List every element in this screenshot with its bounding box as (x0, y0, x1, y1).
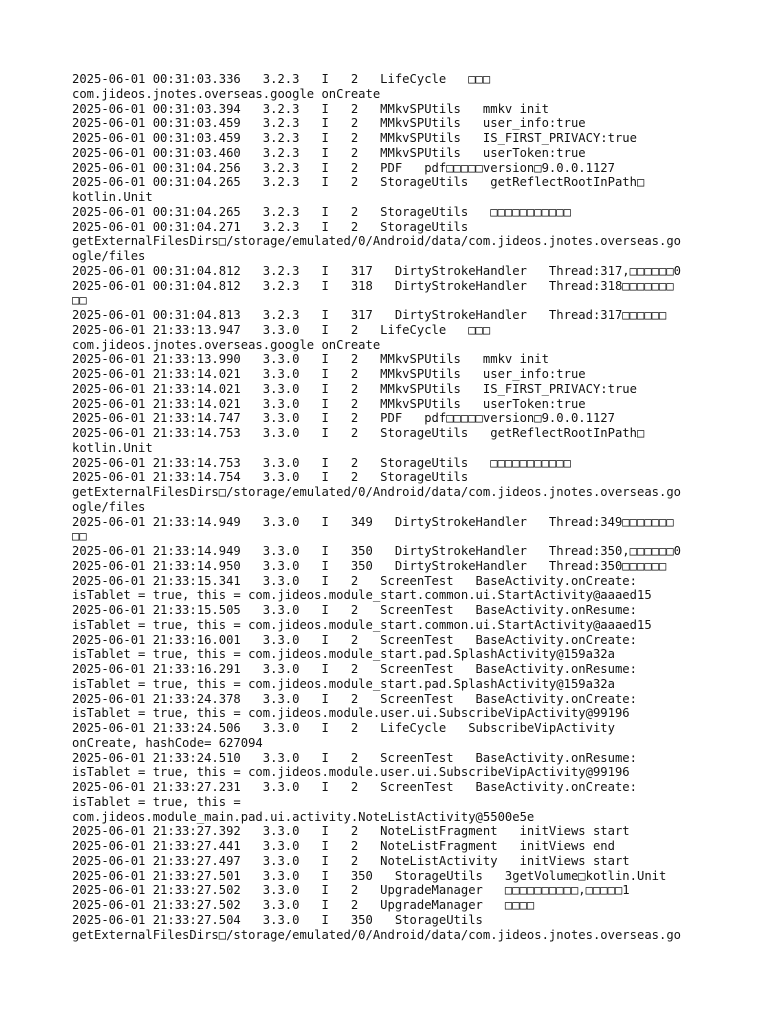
log-line: 2025-06-01 00:31:04.265 3.2.3 I 2 StorageUtils getReflectRootInPath□ (72, 175, 645, 190)
log-line: 2025-06-01 21:33:27.392 3.3.0 I 2 NoteListFragment initViews start (72, 824, 630, 839)
log-line: kotlin.Unit (72, 190, 153, 204)
log-line: 2025-06-01 21:33:16.001 3.3.0 I 2 ScreenTest BaseActivity.onCreate: (72, 632, 637, 647)
log-line: 2025-06-01 21:33:27.231 3.3.0 I 2 ScreenTest BaseActivity.onCreate: (72, 780, 637, 794)
log-line: 2025-06-01 21:33:14.949 3.3.0 I 349 DirtyStrokeHandler Thread:349□□□□□□□ (72, 514, 674, 529)
log-line: 2025-06-01 00:31:04.265 3.2.3 I 2 StorageUtils □□□□□□□□□□□ (72, 204, 571, 219)
log-line: 2025-06-01 21:33:24.378 3.3.0 I 2 ScreenTest BaseActivity.onCreate: (72, 691, 637, 706)
log-line: 2025-06-01 21:33:24.506 3.3.0 I 2 LifeCycle SubscribeVipActivity (72, 721, 615, 735)
log-line: 2025-06-01 21:33:14.021 3.3.0 I 2 MMkvSPUtils userToken:true (72, 396, 586, 411)
log-line: 2025-06-01 21:33:15.341 3.3.0 I 2 ScreenTest BaseActivity.onCreate: (72, 573, 637, 588)
log-line: 2025-06-01 00:31:03.460 3.2.3 I 2 MMkvSPUtils userToken:true (72, 145, 586, 160)
log-line: 2025-06-01 21:33:27.504 3.3.0 I 350 StorageUtils (72, 912, 483, 927)
log-line: 2025-06-01 00:31:04.812 3.2.3 I 318 DirtyStrokeHandler Thread:318□□□□□□□ (72, 278, 674, 293)
log-line: 2025-06-01 21:33:16.291 3.3.0 I 2 ScreenTest BaseActivity.onResume: (72, 662, 637, 676)
log-text-block (72, 72, 768, 942)
log-line: 2025-06-01 21:33:27.501 3.3.0 I 350 StorageUtils 3getVolume□kotlin.Unit (72, 868, 667, 883)
log-line: □□ (72, 293, 87, 308)
log-line: 2025-06-01 21:33:27.497 3.3.0 I 2 NoteListActivity initViews start (72, 853, 630, 868)
log-line: onCreate, hashCode= 627094 (72, 735, 263, 750)
log-line: 2025-06-01 00:31:03.459 3.2.3 I 2 MMkvSPUtils user_info:true (72, 116, 586, 131)
log-line: 2025-06-01 21:33:13.990 3.3.0 I 2 MMkvSPUtils mmkv init (72, 352, 549, 367)
log-line: kotlin.Unit (72, 440, 153, 455)
log-line: com.jideos.jnotes.overseas.google onCreate (72, 337, 381, 352)
log-line: 2025-06-01 00:31:04.271 3.2.3 I 2 StorageUtils (72, 219, 469, 234)
log-line: 2025-06-01 21:33:14.753 3.3.0 I 2 StorageUtils □□□□□□□□□□□ (72, 455, 571, 470)
log-line: 2025-06-01 00:31:03.336 3.2.3 I 2 LifeCycle □□□ (72, 72, 491, 86)
log-line: 2025-06-01 21:33:14.950 3.3.0 I 350 DirtyStrokeHandler Thread:350□□□□□□ (72, 558, 667, 573)
log-line: 2025-06-01 00:31:04.813 3.2.3 I 317 DirtyStrokeHandler Thread:317□□□□□□ (72, 308, 667, 322)
log-line: 2025-06-01 21:33:24.510 3.3.0 I 2 ScreenTest BaseActivity.onResume: (72, 750, 637, 765)
log-line: 2025-06-01 00:31:04.812 3.2.3 I 317 DirtyStrokeHandler Thread:317,□□□□□□0 (72, 263, 682, 278)
log-line: 2025-06-01 21:33:14.747 3.3.0 I 2 PDF pdf□□□□□version□9.0.0.1127 (72, 411, 615, 426)
log-line: 2025-06-01 21:33:14.753 3.3.0 I 2 StorageUtils getReflectRootInPath□ (72, 426, 645, 440)
log-line: 2025-06-01 21:33:13.947 3.3.0 I 2 LifeCycle □□□ (72, 322, 491, 337)
log-line: com.jideos.jnotes.overseas.google onCreate (72, 86, 381, 101)
log-line: 2025-06-01 21:33:14.021 3.3.0 I 2 MMkvSPUtils user_info:true (72, 367, 586, 381)
log-line: 2025-06-01 00:31:03.394 3.2.3 I 2 MMkvSPUtils mmkv init (72, 101, 549, 116)
log-line: getExternalFilesDirs□/storage/emulated/0/Android/data/com.jideos.jnotes.overseas.go (72, 234, 682, 249)
log-line: 2025-06-01 21:33:27.502 3.3.0 I 2 UpgradeManager □□□□□□□□□□,□□□□□1 (72, 883, 630, 898)
log-line: 2025-06-01 21:33:14.949 3.3.0 I 350 DirtyStrokeHandler Thread:350,□□□□□□0 (72, 544, 682, 558)
log-line: isTablet = true, this = com.jideos.module.user.ui.SubscribeVipActivity@99196 (72, 765, 630, 780)
log-line: isTablet = true, this = com.jideos.module_start.common.ui.StartActivity@aaaed15 (72, 617, 652, 632)
log-line: ogle/files (72, 499, 146, 514)
log-line: isTablet = true, this = com.jideos.module.user.ui.SubscribeVipActivity@99196 (72, 706, 630, 721)
log-line: 2025-06-01 21:33:14.754 3.3.0 I 2 StorageUtils (72, 470, 469, 485)
log-line: isTablet = true, this = (72, 794, 241, 809)
log-line: isTablet = true, this = com.jideos.module_start.common.ui.StartActivity@aaaed15 (72, 588, 652, 603)
log-line: isTablet = true, this = com.jideos.module_start.pad.SplashActivity@159a32a (72, 647, 615, 662)
log-line: 2025-06-01 00:31:03.459 3.2.3 I 2 MMkvSPUtils IS_FIRST_PRIVACY:true (72, 131, 637, 145)
log-line: 2025-06-01 00:31:04.256 3.2.3 I 2 PDF pdf□□□□□version□9.0.0.1127 (72, 160, 615, 175)
log-line: 2025-06-01 21:33:27.502 3.3.0 I 2 UpgradeManager □□□□ (72, 898, 535, 912)
log-line: getExternalFilesDirs□/storage/emulated/0/Android/data/com.jideos.jnotes.overseas.go (72, 485, 682, 499)
log-line: getExternalFilesDirs□/storage/emulated/0/Android/data/com.jideos.jnotes.overseas.go (72, 927, 682, 942)
log-line: □□ (72, 529, 87, 544)
log-line: 2025-06-01 21:33:14.021 3.3.0 I 2 MMkvSPUtils IS_FIRST_PRIVACY:true (72, 381, 637, 396)
log-line: ogle/files (72, 249, 146, 263)
log-line: com.jideos.module_main.pad.ui.activity.NoteListActivity@5500e5e (72, 809, 535, 824)
log-line: isTablet = true, this = com.jideos.module_start.pad.SplashActivity@159a32a (72, 676, 615, 691)
log-line: 2025-06-01 21:33:15.505 3.3.0 I 2 ScreenTest BaseActivity.onResume: (72, 603, 637, 617)
log-line: 2025-06-01 21:33:27.441 3.3.0 I 2 NoteListFragment initViews end (72, 839, 615, 853)
